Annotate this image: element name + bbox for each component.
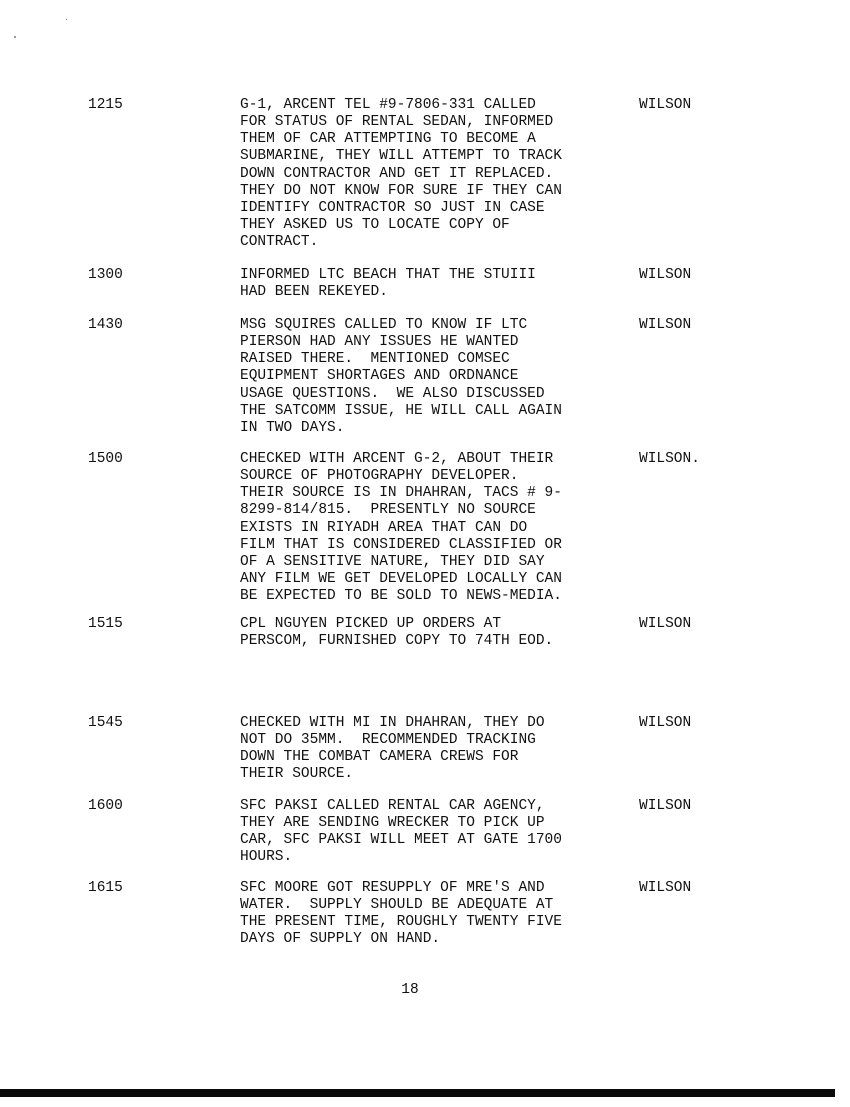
scan-speck [14, 36, 16, 38]
entry-text-line: SUBMARINE, THEY WILL ATTEMPT TO TRACK [240, 148, 562, 165]
entry-text-line: THEM OF CAR ATTEMPTING TO BECOME A [240, 131, 536, 148]
entry-text-line: THEY ASKED US TO LOCATE COPY OF [240, 217, 510, 234]
entry-author: WILSON [639, 97, 692, 113]
entry-author: WILSON [639, 616, 692, 632]
entry-text-line: CHECKED WITH MI IN DHAHRAN, THEY DO [240, 715, 545, 731]
entry-text-line: CHECKED WITH ARCENT G-2, ABOUT THEIR [240, 451, 554, 467]
entry-text-line: BE EXPECTED TO BE SOLD TO NEWS-MEDIA. [240, 588, 562, 605]
entry-time: 1500 [88, 451, 123, 467]
entry-text [240, 451, 620, 605]
entry-text-line: THE PRESENT TIME, ROUGHLY TWENTY FIVE [240, 914, 562, 931]
entry-time: 1545 [88, 715, 123, 731]
entry-author: WILSON [639, 317, 692, 333]
entry-text-line: INFORMED LTC BEACH THAT THE STUIII [240, 267, 536, 283]
entry-time: 1215 [88, 97, 123, 113]
entry-text-line: PIERSON HAD ANY ISSUES HE WANTED [240, 334, 519, 351]
entry-text-line: DAYS OF SUPPLY ON HAND. [240, 931, 441, 948]
entry-text-line: CAR, SFC PAKSI WILL MEET AT GATE 1700 [240, 832, 562, 849]
entry-text-line: IN TWO DAYS. [240, 419, 345, 436]
entry-text-line: HAD BEEN REKEYED. [240, 284, 388, 301]
entry-time: 1600 [88, 798, 123, 814]
entry-text [240, 880, 620, 949]
entry-text-line: FILM THAT IS CONSIDERED CLASSIFIED OR [240, 536, 562, 553]
entry-text-line: SFC PAKSI CALLED RENTAL CAR AGENCY, [240, 798, 545, 814]
entry-text-line: HOURS. [240, 849, 293, 866]
entry-time: 1300 [88, 267, 123, 283]
entry-text-line: ANY FILM WE GET DEVELOPED LOCALLY CAN [240, 571, 562, 588]
entry-text [240, 317, 620, 437]
entry-time: 1615 [88, 880, 123, 896]
entry-text-line: DOWN THE COMBAT CAMERA CREWS FOR [240, 749, 519, 766]
entry-text-line: THEIR SOURCE. [240, 766, 354, 783]
entry-text-line: THE SATCOMM ISSUE, HE WILL CALL AGAIN [240, 402, 562, 419]
entry-text-line: WATER. SUPPLY SHOULD BE ADEQUATE AT [240, 897, 554, 914]
entry-text-line: SFC MOORE GOT RESUPPLY OF MRE'S AND [240, 880, 545, 896]
page-number: 18 [401, 982, 419, 998]
entry-text-line: THEY ARE SENDING WRECKER TO PICK UP [240, 815, 545, 832]
scan-speck [66, 19, 67, 20]
entry-text [240, 798, 620, 867]
scan-border-bar [0, 1089, 835, 1097]
entry-text-line: THEY DO NOT KNOW FOR SURE IF THEY CAN [240, 182, 562, 199]
entry-text [240, 715, 620, 784]
entry-text-line: IDENTIFY CONTRACTOR SO JUST IN CASE [240, 199, 545, 216]
entry-text [240, 616, 620, 650]
entry-text-line: EQUIPMENT SHORTAGES AND ORDNANCE [240, 368, 519, 385]
entry-text [240, 97, 620, 251]
entry-text-line: 8299-814/815. PRESENTLY NO SOURCE [240, 502, 536, 519]
entry-time: 1430 [88, 317, 123, 333]
entry-text-line: PERSCOM, FURNISHED COPY TO 74TH EOD. [240, 633, 554, 650]
entry-text-line: USAGE QUESTIONS. WE ALSO DISCUSSED [240, 385, 545, 402]
entry-text-line: FOR STATUS OF RENTAL SEDAN, INFORMED [240, 114, 554, 131]
entry-text-line: THEIR SOURCE IS IN DHAHRAN, TACS # 9- [240, 485, 562, 502]
entry-author: WILSON [639, 267, 692, 283]
entry-text [240, 267, 620, 301]
entry-text-line: MSG SQUIRES CALLED TO KNOW IF LTC [240, 317, 528, 333]
entry-author: WILSON [639, 715, 692, 731]
entry-text-line: SOURCE OF PHOTOGRAPHY DEVELOPER. [240, 468, 519, 485]
entry-text-line: EXISTS IN RIYADH AREA THAT CAN DO [240, 519, 528, 536]
entry-author: WILSON. [639, 451, 700, 467]
entry-time: 1515 [88, 616, 123, 632]
entry-text-line: CPL NGUYEN PICKED UP ORDERS AT [240, 616, 502, 632]
entry-text-line: G-1, ARCENT TEL #9-7806-331 CALLED [240, 97, 536, 113]
entry-author: WILSON [639, 798, 692, 814]
entry-author: WILSON [639, 880, 692, 896]
entry-text-line: OF A SENSITIVE NATURE, THEY DID SAY [240, 553, 545, 570]
entry-text-line: CONTRACT. [240, 234, 319, 251]
entry-text-line: RAISED THERE. MENTIONED COMSEC [240, 351, 510, 368]
entry-text-line: DOWN CONTRACTOR AND GET IT REPLACED. [240, 165, 554, 182]
entry-text-line: NOT DO 35MM. RECOMMENDED TRACKING [240, 732, 536, 749]
